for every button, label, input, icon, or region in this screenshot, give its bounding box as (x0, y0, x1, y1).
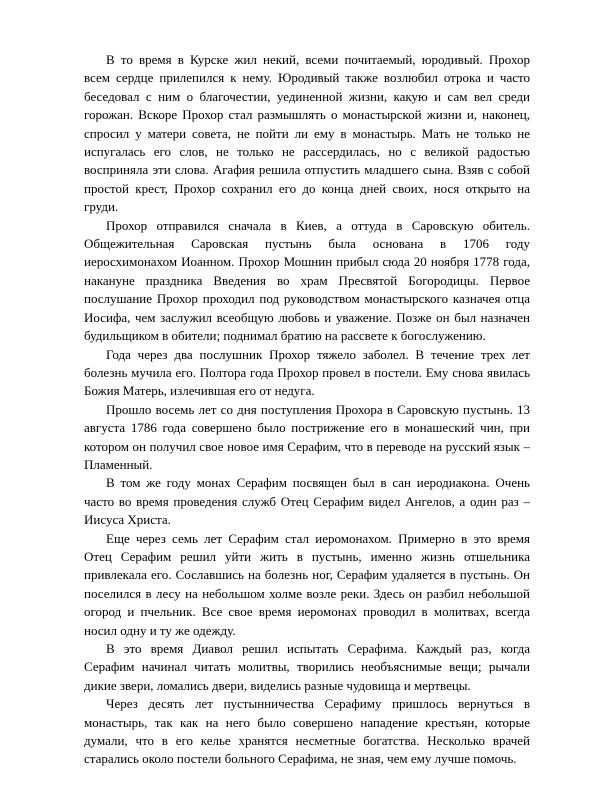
document-body (84, 51, 530, 769)
paragraph: В это время Диавол решил испытать Серафима. Каждый раз, когда Серафим начинал читать молитвы, творились необъяснимые вещи; рычали дикие звери, ломались двери, виделись разные чудовища и мертвецы. (84, 641, 530, 693)
paragraph: Прошло восемь лет со дня поступления Прохора в Саровскую пустынь. 13 августа 1786 года совершено было пострижение его в монашеский чин, при котором он получил свое новое имя Серафим, что в переводе на русский язык – Пламенный. (84, 401, 530, 472)
paragraph: Еще через семь лет Серафим стал иеромонахом. Примерно в это время Отец Серафим решил уйти жить в пустынь, именно жизнь отшельника привлекала его. Сославшись на болезнь ног, Серафим удаляется в пустынь. Он поселился в лесу на небольшом холме возле реки. Здесь он разбил небольшой огород и пчельник. Все свое время иеромонах проводил в молитвах, всегда носил одну и ту же одежду. (84, 530, 530, 638)
paragraph: В том же году монах Серафим посвящен был в сан иеродиакона. Очень часто во время проведения служб Отец Серафим видел Ангелов, а один раз – Иисуса Христа. (84, 475, 530, 528)
paragraph: Прохор отправился сначала в Киев, а оттуда в Саровскую обитель. Общежительная Саровская пустынь была основана в 1706 году иеросхимонахом Иоанном. Прохор Мошнин прибыл сюда 20 ноября 1778 года, накануне праздника Введения во храм Пресвятой Богородицы. Первое послушание Прохор проходил под руководством монастырского казначея отца Иосифа, чем заслужил всеобщую любовь и уважение. Позже он был назначен будильщиком в обители; поднимал братию на рассвете к богослужению. (84, 217, 530, 344)
paragraph: Через десять лет пустынничества Серафиму пришлось вернуться в монастырь, так как на него было совершено нападение крестьян, которые думали, что в его келье хранятся несметные богатства. Несколько врачей старались около постели больного Серафима, не зная, чем ему лучше помочь. (84, 696, 530, 767)
paragraph: Года через два послушник Прохор тяжело заболел. В течение трех лет болезнь мучила его. Полтора года Прохор провел в постели. Ему снова явилась Божия Матерь, излечившая его от недуга. (84, 346, 530, 399)
paragraph: В то время в Курске жил некий, всеми почитаемый, юродивый. Прохор всем сердце прилепился к нему. Юродивый также возлюбил отрока и часто беседовал с ним о благочестии, уединенной жизни, какую и сам вел среди горожан. Вскоре Прохор стал размышлять о монастырской жизни и, наконец, спросил у матери совета, не пойти ли ему в монастырь. Мать не только не испугалась его слов, не только не рассердилась, но с великой радостью восприняла эти слова. Агафия решила отпустить младшего сына. Взяв с собой простой крест, Прохор сохранил его до конца дней своих, нося открыто на груди. (84, 52, 530, 215)
